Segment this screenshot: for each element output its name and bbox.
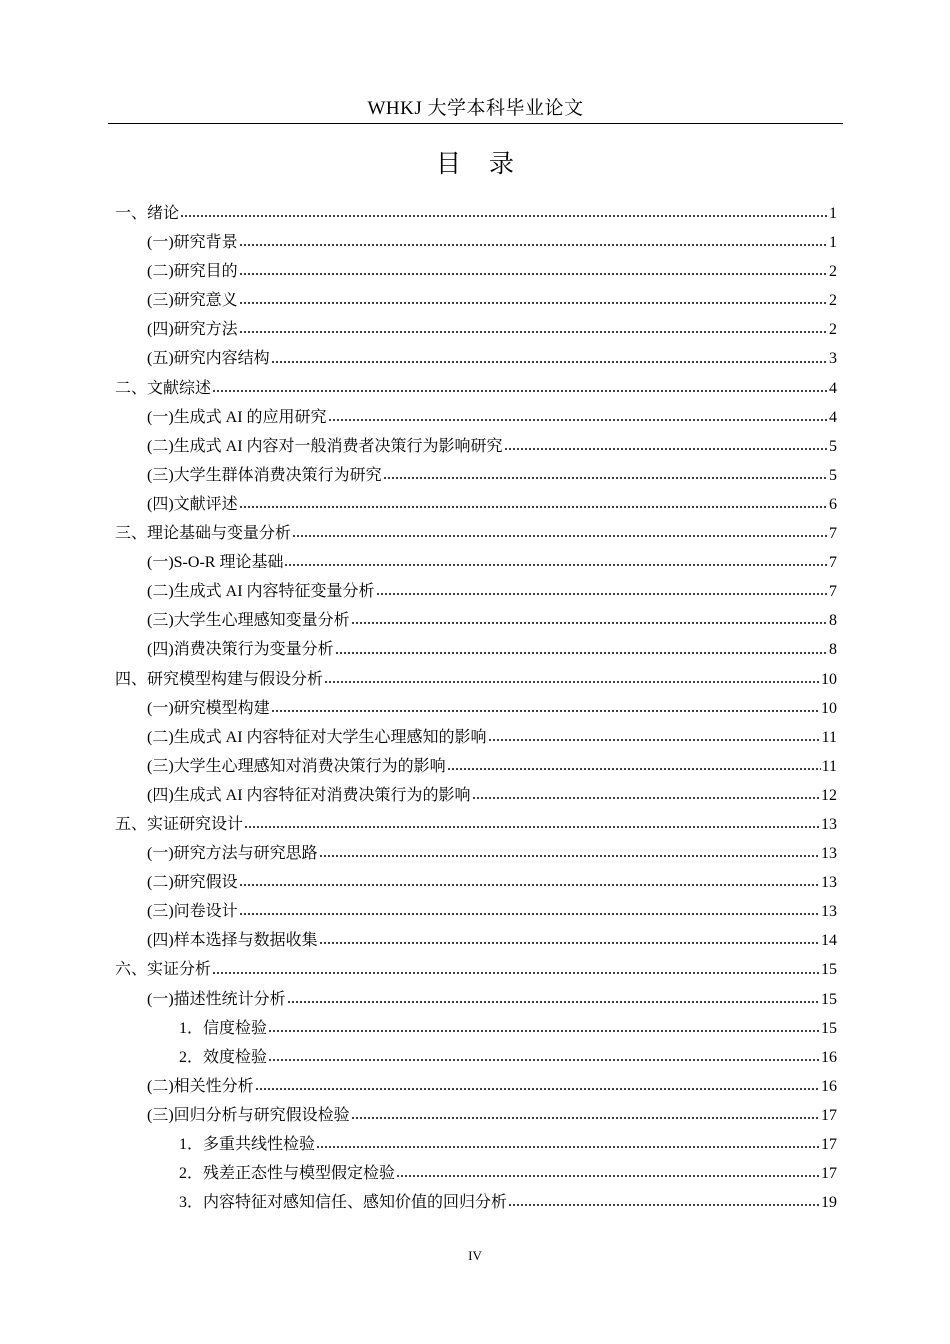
toc-dot-leader [335, 651, 828, 655]
toc-dot-leader [316, 1145, 820, 1149]
toc-dot-leader [292, 534, 828, 538]
toc-dot-leader [319, 854, 820, 858]
toc-entry[interactable] [115, 1014, 837, 1043]
header-divider [108, 123, 843, 124]
toc-dot-leader [351, 1116, 820, 1120]
toc-dot-leader [239, 505, 828, 509]
toc-entry-page: 8 [829, 612, 837, 630]
toc-dot-leader [271, 360, 828, 364]
toc-entry[interactable] [115, 897, 837, 926]
toc-entry[interactable] [115, 199, 837, 228]
toc-dot-leader [447, 767, 821, 771]
toc-entry-page: 7 [829, 525, 837, 543]
toc-entry-page: 2 [829, 263, 837, 281]
toc-entry-label: (四)研究方法 [147, 321, 238, 339]
toc-dot-leader [328, 418, 828, 422]
toc-entry-label: (一)描述性统计分析 [147, 990, 286, 1008]
toc-entry[interactable] [115, 490, 837, 519]
toc-entry-page: 16 [821, 1048, 837, 1066]
toc-entry-label: (一)研究背景 [147, 234, 238, 252]
toc-entry-label: (一)生成式 AI 的应用研究 [147, 408, 327, 426]
toc-entry-label: (二)生成式 AI 内容特征变量分析 [147, 583, 375, 601]
toc-entry-page: 15 [821, 961, 837, 979]
toc-entry[interactable] [115, 1072, 837, 1101]
toc-entry-label: 1．多重共线性检验 [179, 1136, 316, 1153]
toc-entry-label: (二)生成式 AI 内容特征对大学生心理感知的影响 [147, 728, 487, 746]
toc-dot-leader [268, 1058, 820, 1062]
toc-dot-leader [324, 680, 820, 684]
toc-entry[interactable] [115, 1188, 837, 1217]
toc-entry[interactable] [115, 461, 837, 490]
toc-entry-page: 11 [821, 757, 837, 775]
toc-entry-label: (一)S-O-R 理论基础 [147, 554, 284, 572]
toc-dot-leader [271, 709, 820, 713]
toc-entry-label: (三)回归分析与研究假设检验 [147, 1106, 350, 1124]
toc-entry-page: 5 [829, 437, 837, 455]
toc-dot-leader [239, 912, 820, 916]
toc-entry[interactable] [115, 694, 837, 723]
toc-entry-label: (一)研究模型构建 [147, 699, 270, 717]
toc-entry-label: (三)问卷设计 [147, 903, 238, 921]
toc-entry[interactable] [115, 1130, 837, 1159]
table-of-contents [115, 199, 837, 1217]
toc-entry-label: 一、绪论 [115, 205, 180, 222]
toc-entry-page: 19 [821, 1194, 837, 1212]
toc-dot-leader [212, 389, 828, 393]
toc-entry-page: 2 [829, 321, 837, 339]
toc-entry-page: 14 [821, 932, 837, 950]
toc-entry[interactable] [115, 286, 837, 315]
toc-entry-label: (四)生成式 AI 内容特征对消费决策行为的影响 [147, 786, 471, 804]
toc-entry-page: 7 [829, 554, 837, 572]
toc-entry[interactable] [115, 868, 837, 897]
toc-entry[interactable] [115, 606, 837, 635]
toc-entry-label: 六、实证分析 [115, 961, 212, 979]
toc-entry-page: 6 [829, 495, 837, 513]
toc-dot-leader [180, 214, 828, 218]
toc-entry[interactable] [115, 1159, 837, 1188]
toc-entry[interactable] [115, 723, 837, 752]
toc-entry-label: (三)大学生心理感知对消费决策行为的影响 [147, 757, 446, 775]
toc-entry-page: 7 [829, 583, 837, 601]
toc-entry-label: (二)相关性分析 [147, 1077, 254, 1095]
toc-entry-page: 2 [829, 292, 837, 310]
toc-entry[interactable] [115, 344, 837, 373]
toc-dot-leader [488, 738, 821, 742]
toc-entry[interactable] [115, 1101, 837, 1130]
toc-entry[interactable] [115, 257, 837, 286]
toc-entry-label: (一)研究方法与研究思路 [147, 845, 318, 863]
toc-entry-label: (三)大学生群体消费决策行为研究 [147, 466, 382, 484]
toc-entry-page: 13 [821, 874, 837, 892]
toc-dot-leader [504, 447, 828, 451]
toc-dot-leader [239, 272, 828, 276]
toc-dot-leader [508, 1203, 820, 1207]
toc-entry[interactable] [115, 985, 837, 1014]
toc-entry[interactable] [115, 955, 837, 984]
toc-entry[interactable] [115, 577, 837, 606]
toc-entry-page: 15 [821, 990, 837, 1008]
running-header: WHKJ 大学本科毕业论文 [367, 98, 584, 119]
toc-dot-leader [244, 825, 820, 829]
toc-entry-label: (三)大学生心理感知变量分析 [147, 612, 350, 630]
toc-entry-label: 2．效度检验 [179, 1048, 268, 1066]
toc-entry[interactable] [115, 403, 837, 432]
toc-entry-page: 17 [821, 1165, 837, 1183]
toc-dot-leader [255, 1087, 820, 1091]
toc-entry-page: 17 [821, 1136, 837, 1153]
toc-entry-page: 10 [821, 670, 837, 688]
toc-dot-leader [239, 883, 820, 887]
toc-entry-label: (二)研究假设 [147, 874, 238, 892]
toc-entry-page: 4 [829, 408, 837, 426]
toc-entry-label: (四)文献评述 [147, 495, 238, 513]
toc-entry-page: 16 [821, 1077, 837, 1095]
toc-dot-leader [396, 1174, 820, 1178]
toc-entry-page: 15 [821, 1019, 837, 1037]
toc-dot-leader [239, 330, 828, 334]
toc-dot-leader [239, 301, 828, 305]
toc-title: 目录 [435, 151, 542, 178]
toc-entry[interactable] [115, 228, 837, 257]
toc-entry-page: 8 [829, 641, 837, 659]
toc-entry-label: 3．内容特征对感知信任、感知价值的回归分析 [179, 1194, 508, 1212]
toc-entry[interactable] [115, 519, 837, 548]
toc-entry-page: 1 [829, 234, 837, 252]
toc-entry-page: 1 [829, 205, 837, 222]
toc-dot-leader [239, 243, 828, 247]
toc-entry-label: (四)消费决策行为变量分析 [147, 641, 334, 659]
toc-entry-page: 17 [821, 1106, 837, 1124]
toc-entry-label: 1．信度检验 [179, 1019, 268, 1037]
page-number: IV [468, 1248, 482, 1263]
toc-entry[interactable] [115, 665, 837, 694]
toc-entry[interactable] [115, 374, 837, 403]
toc-entry-page: 10 [821, 699, 837, 717]
toc-entry-page: 11 [821, 728, 837, 746]
toc-entry[interactable] [115, 810, 837, 839]
toc-entry[interactable] [115, 635, 837, 664]
toc-entry-label: 五、实证研究设计 [115, 815, 244, 833]
toc-entry-page: 13 [821, 903, 837, 921]
toc-entry-label: 二、文献综述 [115, 379, 212, 397]
toc-dot-leader [319, 941, 820, 945]
toc-entry[interactable] [115, 781, 837, 810]
toc-entry-page: 13 [821, 815, 837, 833]
toc-entry-page: 12 [821, 786, 837, 804]
toc-dot-leader [268, 1029, 820, 1033]
toc-entry-label: 三、理论基础与变量分析 [115, 525, 292, 543]
toc-entry-page: 3 [829, 350, 837, 368]
toc-entry[interactable] [115, 926, 837, 955]
toc-dot-leader [351, 621, 828, 625]
toc-entry-page: 5 [829, 466, 837, 484]
toc-entry-label: (二)生成式 AI 内容对一般消费者决策行为影响研究 [147, 437, 503, 455]
toc-entry[interactable] [115, 1043, 837, 1072]
toc-entry[interactable] [115, 752, 837, 781]
toc-dot-leader [376, 592, 828, 596]
toc-entry-label: (四)样本选择与数据收集 [147, 932, 318, 950]
toc-entry-page: 13 [821, 845, 837, 863]
toc-dot-leader [383, 476, 828, 480]
toc-dot-leader [287, 1000, 820, 1004]
toc-entry[interactable] [115, 548, 837, 577]
toc-entry[interactable] [115, 432, 837, 461]
toc-entry[interactable] [115, 315, 837, 344]
toc-entry-label: 四、研究模型构建与假设分析 [115, 670, 324, 688]
toc-entry-label: (二)研究目的 [147, 263, 238, 281]
toc-dot-leader [472, 796, 820, 800]
toc-entry-page: 4 [829, 379, 837, 397]
toc-entry-label: (五)研究内容结构 [147, 350, 270, 368]
toc-entry-label: (三)研究意义 [147, 292, 238, 310]
toc-entry-label: 2．残差正态性与模型假定检验 [179, 1165, 396, 1183]
toc-entry[interactable] [115, 839, 837, 868]
toc-dot-leader [212, 971, 820, 975]
toc-dot-leader [284, 563, 828, 567]
